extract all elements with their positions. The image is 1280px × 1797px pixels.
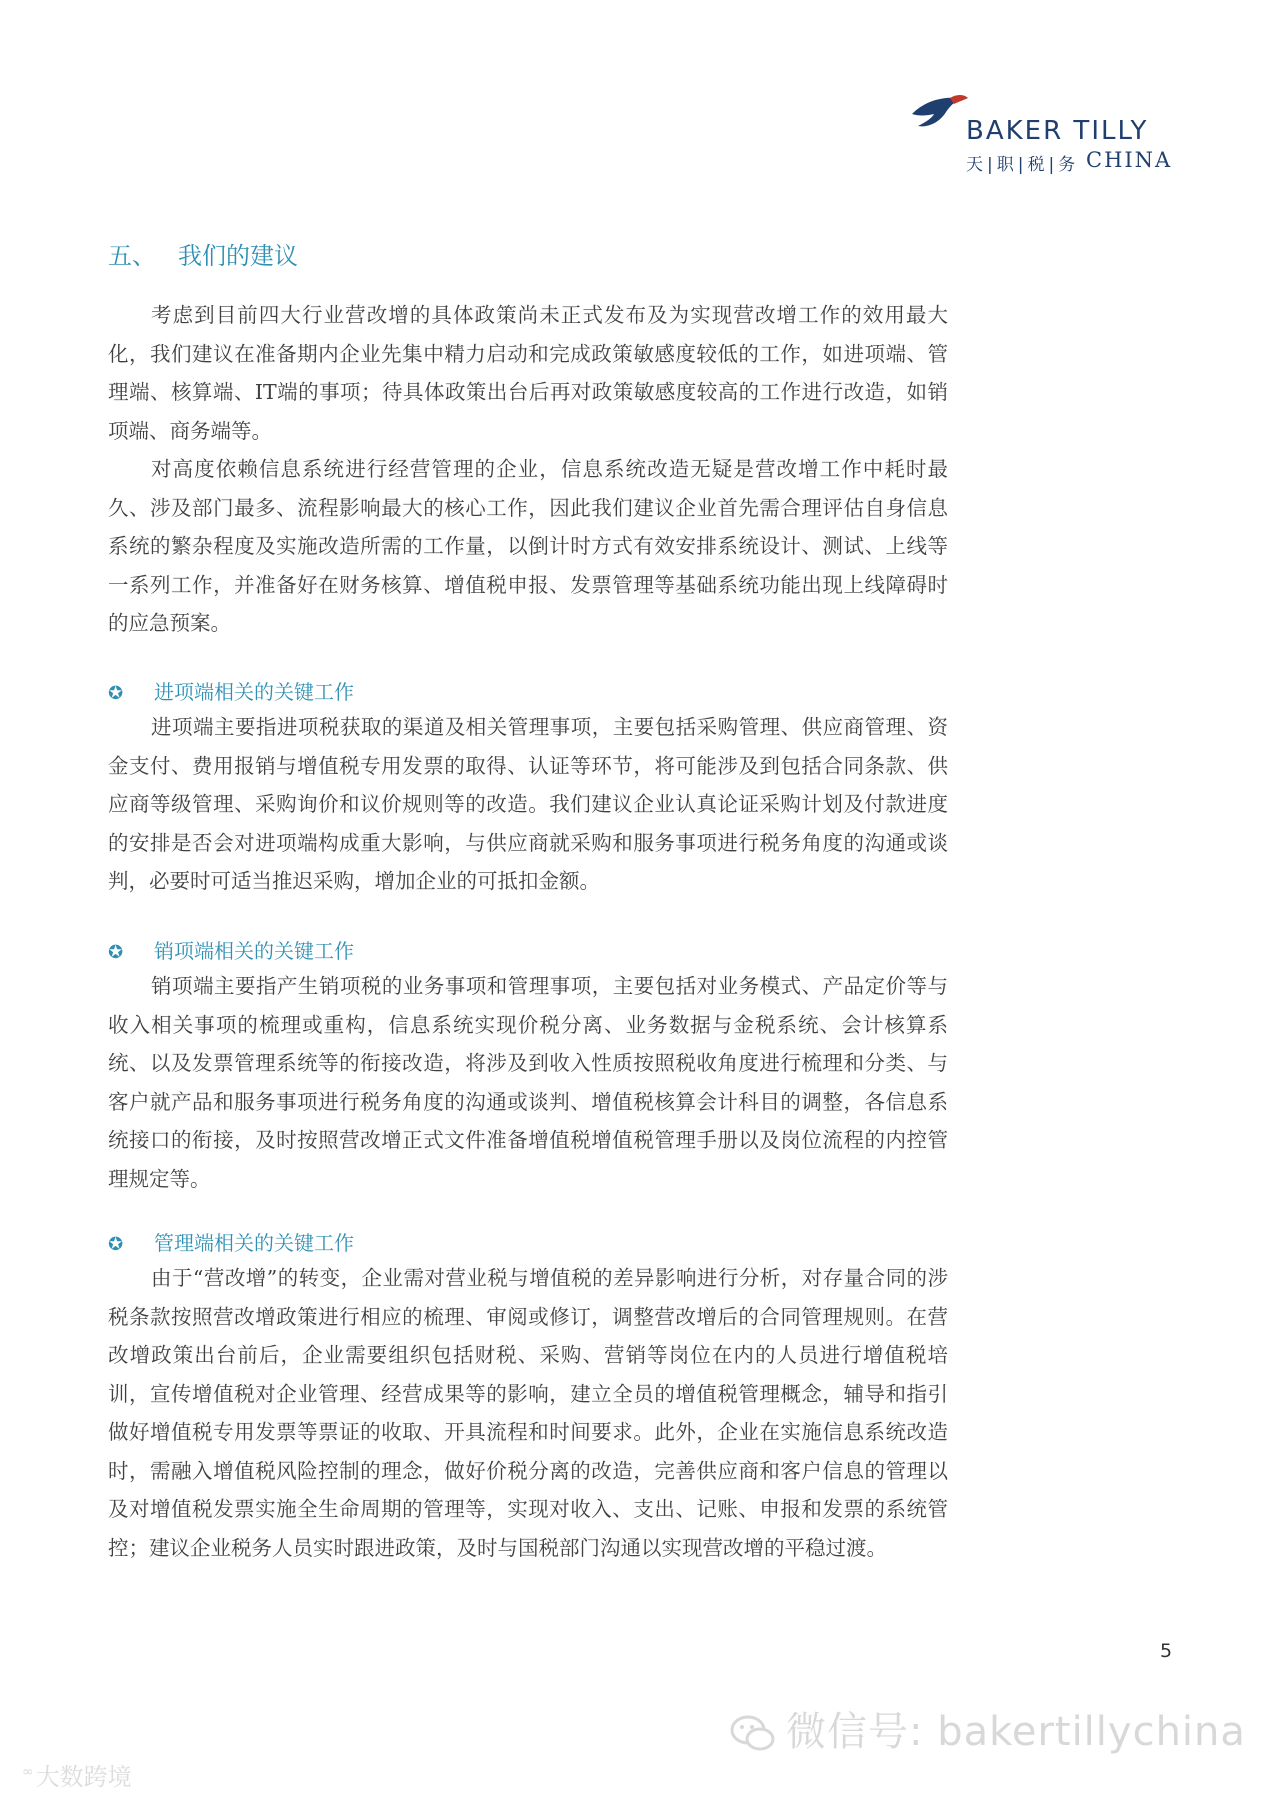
logo-chinese-text: 天|职|税|务 (966, 155, 1080, 175)
wechat-watermark (730, 1700, 1246, 1756)
intro-paragraph: 对高度依赖信息系统进行经营管理的企业，信息系统改造无疑是营改增工作中耗时最久、涉及部门最多、流程影响最大的核心工作，因此我们建议企业首先需合理评估自身信息系统的繁杂程度及实施改造所需的工作量，以倒计时方式有效安排系统设计、测试、上线等一系列工作，并准备好在财务核算、增值税申报、发票管理等基础系统功能出现上线障碍时的应急预案。 (108, 457, 948, 635)
watermark-logo-icon: ∞ (22, 1764, 34, 1780)
subsection-body: 销项端主要指产生销项税的业务事项和管理事项，主要包括对业务模式、产品定价等与收入相关事项的梳理或重构，信息系统实现价税分离、业务数据与金税系统、会计核算系统、以及发票管理系统等的衔接改造，将涉及到收入性质按照税收角度进行梳理和分类、与客户就产品和服务事项进行税务角度的沟通或谈判、增值税核算会计科目的调整，各信息系统接口的衔接，及时按照营改增正式文件准备增值税增值税管理手册以及岗位流程的内控管理规定等。 (108, 974, 948, 1191)
baker-tilly-logo (904, 86, 1184, 182)
star-bullet-icon: ✪ (108, 1234, 124, 1255)
star-bullet-icon: ✪ (108, 683, 124, 704)
section-number: 五、 (108, 242, 156, 270)
subsection-heading (108, 935, 354, 964)
subsection-title: 销项端相关的关键工作 (154, 939, 354, 963)
subsection-body: 进项端主要指进项税获取的渠道及相关管理事项，主要包括采购管理、供应商管理、资金支付、费用报销与增值税专用发票的取得、认证等环节，将可能涉及到包括合同条款、供应商等级管理、采购询价和议价规则等的改造。我们建议企业认真论证采购计划及付款进度的安排是否会对进项端构成重大影响，与供应商就采购和服务事项进行税务角度的沟通或谈判，必要时可适当推迟采购，增加企业的可抵扣金额。 (108, 715, 948, 893)
eagle-logo-icon (910, 92, 970, 132)
subsection-title: 进项端相关的关键工作 (154, 680, 354, 704)
logo-brand-text: BAKER TILLY (966, 116, 1149, 146)
subsection-heading (108, 1227, 354, 1256)
source-watermark (22, 1757, 132, 1792)
watermark-text: 大数跨境 (35, 1763, 132, 1791)
section-heading (108, 236, 298, 271)
wechat-id-text: 微信号: bakertillychina (786, 1709, 1246, 1755)
star-bullet-icon: ✪ (108, 942, 124, 963)
wechat-icon (730, 1714, 776, 1754)
subsection-title: 管理端相关的关键工作 (154, 1231, 354, 1255)
subsection-heading (108, 676, 354, 705)
intro-paragraph: 考虑到目前四大行业营改增的具体政策尚未正式发布及为实现营改增工作的效用最大化，我们建议在准备期内企业先集中精力启动和完成政策敏感度较低的工作，如进项端、管理端、核算端、IT端的事项；待具体政策出台后再对政策敏感度较高的工作进行改造，如销项端、商务端等。 (108, 303, 948, 443)
subsection-body: 由于“营改增”的转变，企业需对营业税与增值税的差异影响进行分析，对存量合同的涉税条款按照营改增政策进行相应的梳理、审阅或修订，调整营改增后的合同管理规则。在营改增政策出台前后，企业需要组织包括财税、采购、营销等岗位在内的人员进行增值税培训，宣传增值税对企业管理、经营成果等的影响，建立全员的增值税管理概念，辅导和指引做好增值税专用发票等票证的收取、开具流程和时间要求。此外，企业在实施信息系统改造时，需融入增值税风险控制的理念，做好价税分离的改造，完善供应商和客户信息的管理以及对增值税发票实施全生命周期的管理等，实现对收入、支出、记账、申报和发票的系统管控；建议企业税务人员实时跟进政策，及时与国税部门沟通以实现营改增的平稳过渡。 (108, 1266, 948, 1560)
page-number: 5 (1160, 1640, 1173, 1662)
logo-china-text: CHINA (1086, 148, 1173, 172)
section-title: 我们的建议 (178, 242, 298, 270)
